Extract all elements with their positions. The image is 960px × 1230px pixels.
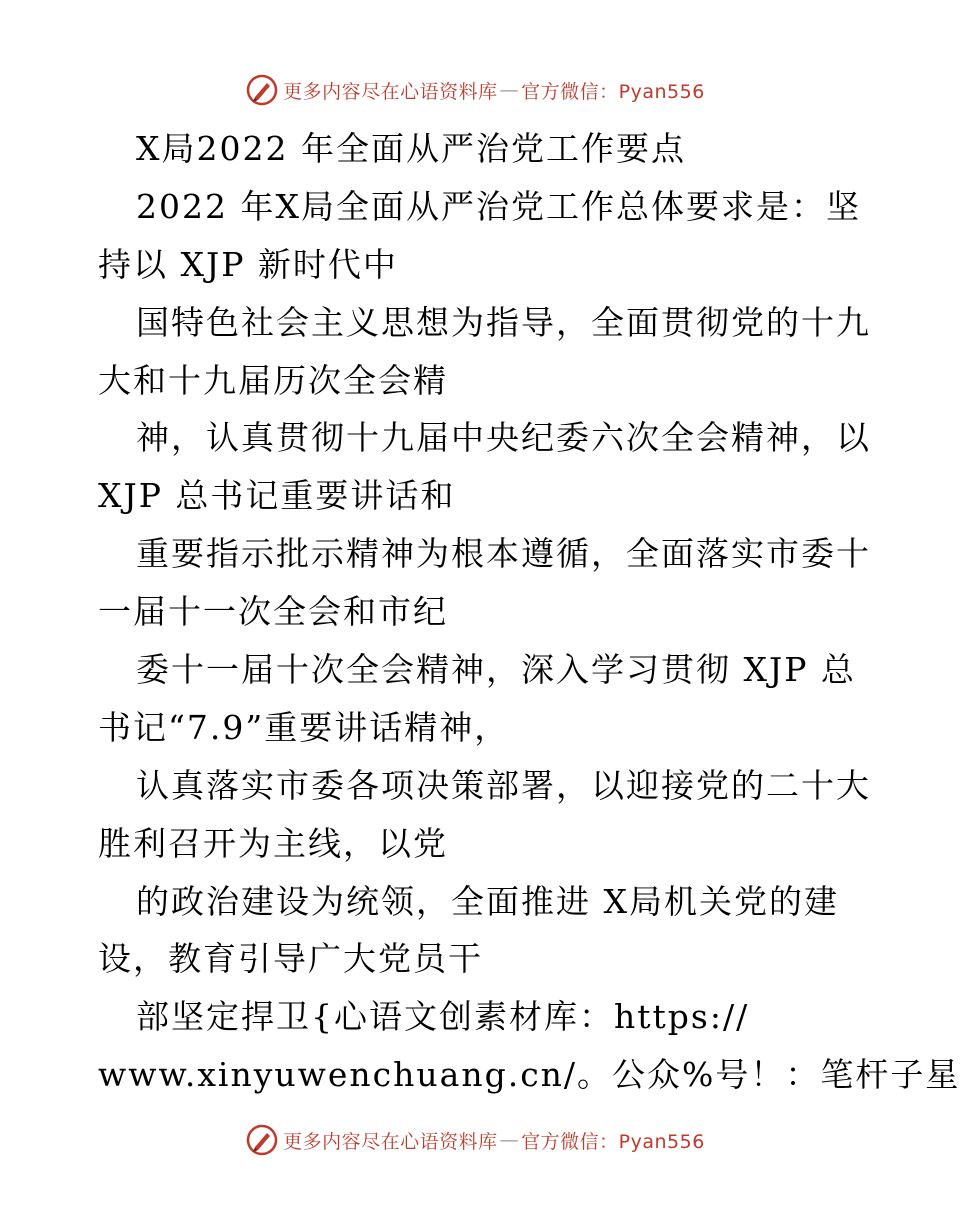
paragraph-line: 持以 XJP 新时代中 <box>98 244 398 284</box>
watermark-separator: — <box>499 1129 520 1151</box>
paragraph-line: 重要指示批示精神为根本遵循，全面落实市委十 <box>136 534 871 574</box>
paragraph-line: 胜利召开为主线，以党 <box>98 823 448 863</box>
paragraph-line: 大和十九届历次全会精 <box>98 360 448 400</box>
pen-logo-icon <box>245 73 279 107</box>
paragraph-line: 国特色社会主义思想为指导，全面贯彻党的十九 <box>136 302 871 342</box>
footer-watermark <box>0 1120 950 1160</box>
watermark-text: 更多内容尽在心语资料库 <box>283 1130 498 1153</box>
paragraph-line: 神，认真贯彻十九届中央纪委六次全会精神，以 <box>136 418 871 458</box>
pen-logo-icon <box>245 1123 279 1157</box>
watermark-text: 更多内容尽在心语资料库 <box>283 80 498 103</box>
paragraph-line: 设，教育引导广大党员干 <box>98 939 483 979</box>
paragraph-line: XJP 总书记重要讲话和 <box>98 476 456 516</box>
document-body <box>98 120 960 1104</box>
watermark-contact: 官方微信：Pyan556 <box>521 1130 705 1153</box>
paragraph-line: 书记“7.9”重要讲话精神， <box>98 707 510 747</box>
watermark-contact: 官方微信：Pyan556 <box>521 80 705 103</box>
paragraph-line: 2022 年X局全面从严治党工作总体要求是：坚 <box>136 186 861 226</box>
paragraph-line: 一届十一次全会和市纪 <box>98 592 448 632</box>
paragraph-line: 认真落实市委各项决策部署，以迎接党的二十大 <box>136 765 871 805</box>
paragraph-line: 部坚定捍卫{心语文创素材库：https:// <box>136 997 750 1037</box>
document-title: X局2022 年全面从严治党工作要点 <box>136 129 686 168</box>
watermark-separator: — <box>499 79 520 101</box>
paragraph-line: www.xinyuwenchuang.cn/。公众%号！：笔杆子星 <box>98 1055 960 1095</box>
paragraph-line: 委十一届十次全会精神，深入学习贯彻 XJP 总 <box>136 650 856 690</box>
paragraph-line: 的政治建设为统领，全面推进 X局机关党的建 <box>136 881 839 921</box>
header-watermark <box>0 70 950 110</box>
